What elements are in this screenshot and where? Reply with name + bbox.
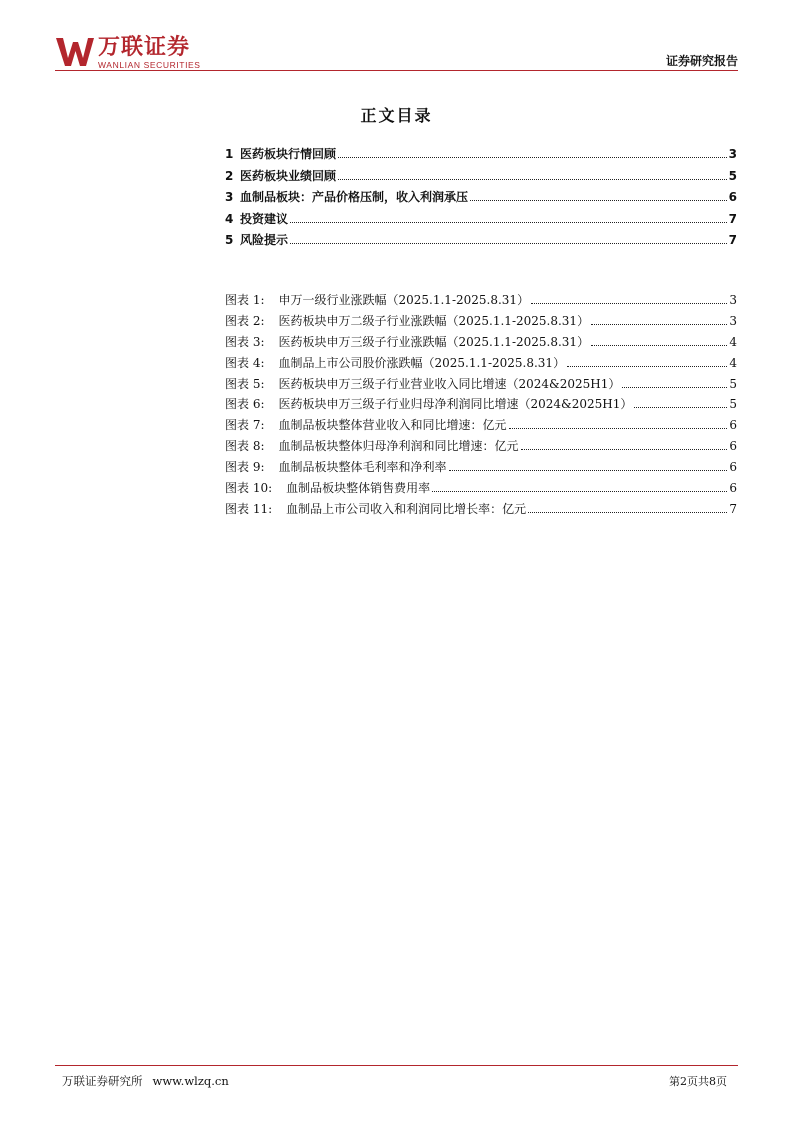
toc-item-number: 5 [225, 233, 234, 247]
dot-leader [531, 295, 727, 304]
figure-label: 血制品上市公司股价涨跌幅（2025.1.1-2025.8.31） [278, 355, 566, 370]
dot-leader [622, 379, 727, 388]
figure-label: 医药板块申万三级子行业营业收入同比增速（2024&2025H1） [278, 376, 621, 391]
figure-number: 图表 8: [225, 439, 265, 454]
figure-entry[interactable] [225, 437, 737, 458]
figure-label: 血制品板块整体销售费用率 [286, 481, 431, 496]
footer-divider [55, 1065, 738, 1066]
dot-leader [591, 316, 727, 325]
list-of-figures [225, 291, 737, 521]
toc-item[interactable] [225, 231, 737, 253]
dot-leader [290, 214, 727, 223]
figure-number: 图表 7: [225, 418, 265, 433]
figure-number: 图表 4: [225, 355, 265, 370]
figure-page: 6 [729, 481, 737, 496]
report-type-label: 证券研究报告 [665, 54, 738, 68]
toc-item-page: 3 [728, 147, 737, 161]
dot-leader [521, 441, 728, 450]
figure-page: 7 [729, 501, 737, 516]
figure-number: 图表 10: [225, 481, 273, 496]
figure-entry[interactable] [225, 479, 737, 500]
figure-entry[interactable] [225, 333, 737, 354]
figure-entry[interactable] [225, 416, 737, 437]
header-divider [55, 70, 738, 71]
figure-entry[interactable] [225, 312, 737, 333]
toc-item-page: 6 [728, 190, 737, 204]
dot-leader [432, 483, 727, 492]
dot-leader [338, 171, 727, 180]
figure-label: 血制品板块整体毛利率和净利率 [278, 460, 447, 475]
figure-number: 图表 9: [225, 460, 265, 475]
page-header [55, 36, 738, 70]
dot-leader [470, 192, 727, 201]
figure-number: 图表 2: [225, 313, 265, 328]
dot-leader [290, 235, 727, 244]
figure-number: 图表 11: [225, 501, 273, 516]
toc-item[interactable] [225, 167, 737, 189]
figure-label: 医药板块申万二级子行业涨跌幅（2025.1.1-2025.8.31） [278, 313, 590, 328]
page-footer-left [62, 1073, 229, 1089]
toc-item-number: 1 [225, 147, 234, 161]
toc-item-number: 4 [225, 211, 234, 226]
figure-page: 3 [729, 313, 737, 328]
figure-label: 血制品上市公司收入和利润同比增长率：亿元 [286, 501, 527, 516]
toc-item-number: 3 [225, 190, 234, 204]
figure-page: 6 [729, 460, 737, 475]
toc-item[interactable] [225, 145, 737, 167]
figure-entry[interactable] [225, 291, 737, 312]
logo-english-text: WANLIAN SECURITIES [98, 60, 201, 70]
page-number: 第2页共8页 [669, 1075, 727, 1088]
figure-label: 申万一级行业涨跌幅（2025.1.1-2025.8.31） [278, 293, 530, 307]
toc-item-label: 医药板块业绩回顾 [240, 168, 337, 183]
toc-item-page: 7 [728, 233, 737, 247]
figure-label: 医药板块申万三级子行业归母净利润同比增速（2024&2025H1） [278, 397, 633, 412]
toc-item-label: 血制品板块：产品价格压制，收入利润承压 [240, 190, 469, 204]
toc-item-page: 7 [728, 211, 737, 226]
figure-number: 图表 3: [225, 334, 265, 349]
figure-entry[interactable] [225, 500, 737, 521]
figure-entry[interactable] [225, 354, 737, 375]
figure-label: 医药板块申万三级子行业涨跌幅（2025.1.1-2025.8.31） [278, 334, 590, 349]
dot-leader [528, 504, 727, 513]
figure-page: 5 [729, 376, 737, 391]
figure-page: 6 [729, 418, 737, 433]
figure-number: 图表 5: [225, 376, 265, 391]
toc-item-page: 5 [728, 168, 737, 183]
dot-leader [567, 358, 727, 367]
toc-item[interactable] [225, 188, 737, 210]
figure-page: 6 [729, 439, 737, 454]
wanlian-logo-icon [55, 36, 95, 68]
toc-item-label: 风险提示 [240, 233, 289, 247]
dot-leader [449, 462, 728, 471]
toc-item-label: 投资建议 [240, 211, 289, 226]
dot-leader [634, 399, 727, 408]
dot-leader [338, 149, 727, 158]
figure-label: 血制品板块整体营业收入和同比增速：亿元 [278, 418, 507, 433]
toc-item[interactable] [225, 210, 737, 232]
figure-page: 4 [729, 334, 737, 349]
dot-leader [509, 420, 728, 429]
figure-number: 图表 6: [225, 397, 265, 412]
figure-entry[interactable] [225, 395, 737, 416]
footer-organization: 万联证券研究所 [62, 1074, 143, 1088]
dot-leader [591, 337, 727, 346]
figure-page: 4 [729, 355, 737, 370]
footer-website-link[interactable]: www.wlzq.cn [152, 1074, 229, 1088]
toc-item-label: 医药板块行情回顾 [240, 147, 337, 161]
logo-chinese-text: 万联证券 [98, 35, 191, 60]
figure-entry[interactable] [225, 375, 737, 396]
toc-item-number: 2 [225, 168, 234, 183]
figure-label: 血制品板块整体归母净利润和同比增速：亿元 [278, 439, 519, 454]
figure-number: 图表 1: [225, 293, 265, 307]
figure-page: 5 [729, 397, 737, 412]
table-of-contents [225, 145, 737, 253]
company-logo [55, 36, 201, 70]
figure-entry[interactable] [225, 458, 737, 479]
toc-title: 正文目录 [360, 106, 433, 125]
figure-page: 3 [729, 293, 737, 307]
